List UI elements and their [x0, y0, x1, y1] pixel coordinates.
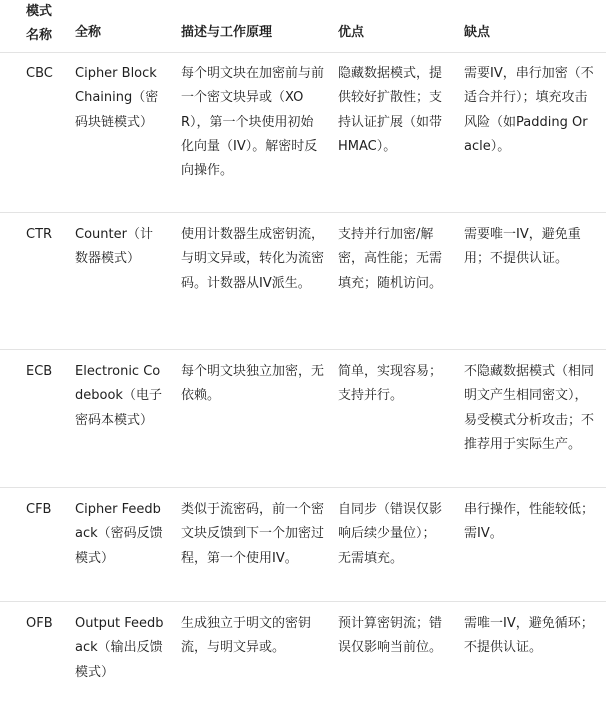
table-header-row — [0, 0, 606, 53]
description-cell: 生成独立于明文的密钥流，与明文异或。 — [181, 616, 312, 656]
header-mode-name: 模式名称 — [26, 4, 53, 43]
description-cell: 类似于流密码，前一个密文块反馈到下一个加密过程，第一个使用IV。 — [181, 502, 325, 566]
table-row — [0, 488, 606, 602]
pros-cell: 支持并行加密/解密，高性能；无需填充；随机访问。 — [338, 227, 443, 291]
header-description: 描述与工作原理 — [181, 25, 273, 40]
header-pros: 优点 — [338, 25, 365, 40]
pros-cell: 隐藏数据模式，提供较好扩散性；支持认证扩展（如带HMAC）。 — [338, 66, 443, 154]
table-row — [0, 52, 606, 213]
cons-cell: 需要唯一IV，避免重用；不提供认证。 — [464, 227, 581, 267]
description-cell: 每个明文块在加密前与前一个密文块异或（XOR），第一个块使用初始化向量（IV）。解密时反向操作。 — [181, 66, 325, 179]
mode-cell: CBC — [26, 66, 53, 81]
header-full-name: 全称 — [75, 25, 102, 40]
table-row — [0, 350, 606, 488]
description-cell: 使用计数器生成密钥流，与明文异或，转化为流密码。计数器从IV派生。 — [181, 227, 325, 291]
mode-cell: CFB — [26, 502, 52, 517]
pros-cell: 简单，实现容易；支持并行。 — [338, 364, 443, 404]
mode-cell: CTR — [26, 227, 53, 242]
table-row — [0, 213, 606, 350]
mode-cell: OFB — [26, 616, 53, 631]
full-name-cell: Counter（计数器模式） — [75, 227, 153, 267]
pros-cell: 预计算密钥流；错误仅影响当前位。 — [338, 616, 443, 656]
header-cons: 缺点 — [464, 25, 491, 40]
description-cell: 每个明文块独立加密，无依赖。 — [181, 364, 325, 404]
cons-cell: 需唯一IV，避免循环；不提供认证。 — [464, 616, 594, 656]
table-row — [0, 602, 606, 712]
mode-cell: ECB — [26, 364, 53, 379]
cons-cell: 串行操作，性能较低；需IV。 — [464, 502, 595, 542]
full-name-cell: Electronic Codebook（电子密码本模式） — [75, 364, 162, 428]
full-name-cell: Cipher Feedback（密码反馈模式） — [75, 502, 163, 566]
full-name-cell: Output Feedback（输出反馈模式） — [75, 616, 164, 680]
full-name-cell: Cipher Block Chaining（密码块链模式） — [75, 66, 159, 130]
cons-cell: 不隐藏数据模式（相同明文产生相同密文），易受模式分析攻击；不推荐用于实际生产。 — [464, 364, 595, 452]
pros-cell: 自同步（错误仅影响后续少量位）；无需填充。 — [338, 502, 443, 566]
cons-cell: 需要IV，串行加密（不适合并行）；填充攻击风险（如Padding Oracle）。 — [464, 66, 594, 154]
